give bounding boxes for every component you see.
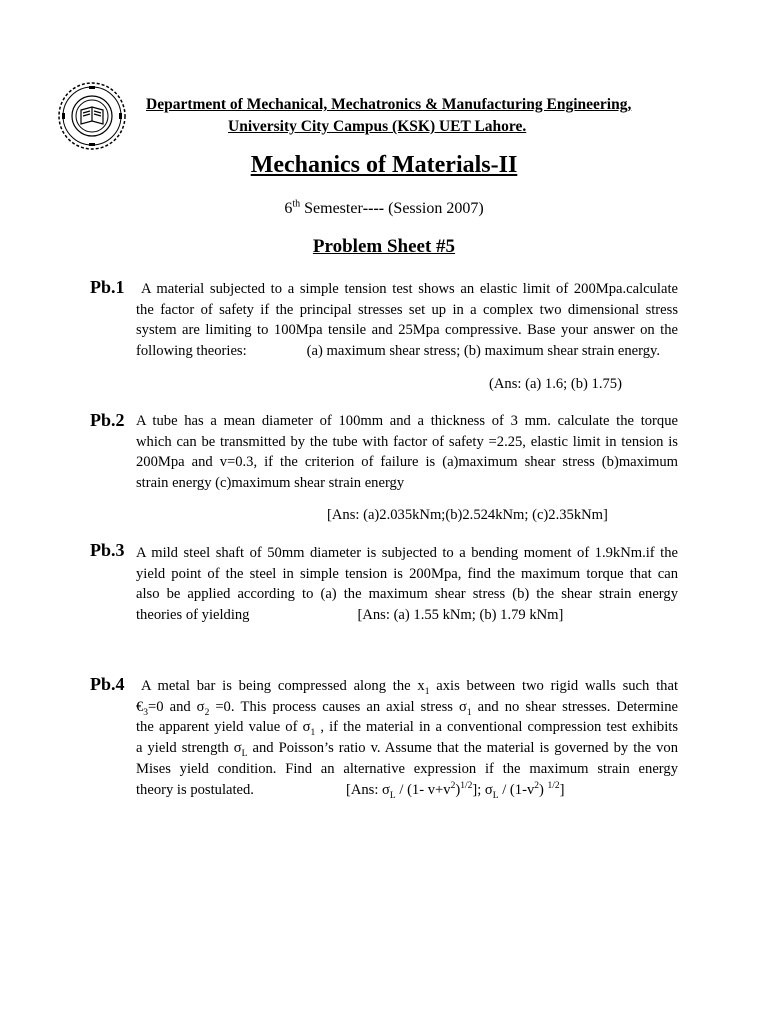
problem-3-label: Pb.3 [90, 540, 125, 560]
problem-2-label: Pb.2 [90, 410, 125, 430]
problem-4-answer: [Ans: $\sigma_L / (1-$ $v+v^2)^{1/2}$]; $\sigma_L / (1-v^2)$ $^{1/2}$] [345, 780, 565, 801]
problem-3-text: A mild steel shaft of 50mm diameter is subjected to a bending moment of 1.9kNm.if the yield point of the steel in simple tension is 200Mpa, find the maximum torque that can also be applied according to (a) the maximum shear stress (b) the shear strain energy theories of yielding [Ans: (a) 1.55 kNm; (b) 1.79 kNm] [136, 545, 678, 624]
problem-2-text: A tube has a mean diameter of 100mm and a thickness of 3 mm. calculate the torque which can be transmitted by the tube with factor of safety =2.25, elastic limit in tension is 200Mpa and v=0.3, if the criterion of failure is (a)maximum shear stress (b)maximum strain energy (c)maximum shear strain energy [136, 413, 678, 492]
problem-1-text: A material subjected to a simple tension test shows an elastic limit of 200Mpa.calculate the factor of safety if the principal stresses set up in a complex two dimensional stress system are limiting to 100Mpa tensile and 25Mpa compressive. Base your answer on the following theories: (a) maximum shear stress; (b) maximum shear strain energy. [136, 281, 678, 360]
department-line-1: Department of Mechanical, Mechatronics & Manufacturing Engineering, [146, 96, 632, 113]
department-line-2: University City Campus (KSK) UET Lahore. [228, 118, 527, 135]
problem-4-label: Pb.4 [90, 674, 125, 694]
university-seal-icon [56, 80, 128, 152]
problem-sheet-title: Problem Sheet #5 [312, 236, 456, 257]
problem-4-text: A metal bar is being compressed along the $x_1$ axis between two rigid walls such that $€_3=0$ and $\sigma_2 =0$. This process causes an axial stress $\sigma_1$ and no shear stresses. Determine the apparent yield value of $\sigma_1$ , if the material in a conventional compression test exhibits a yield strength $\sigma_L$ and Poisson’s ratio v. Assume that the material is governed by the von Mises yield condition. Find an alternative expression if the maximum strain energy theory is postulated. [Ans: $\sigma_L / (1-$ $v+v^2)^{1/2}$]; $\sigma_L / (1-v^2)$ $^{1/2}$] [136, 678, 678, 801]
problem-1-answer: (Ans: (a) 1.6; (b) 1.75) [489, 376, 622, 392]
problem-2-answer: [Ans: (a)2.035kNm;(b)2.524kNm; (c)2.35kNm] [327, 507, 608, 523]
problem-3-answer: [Ans: (a) 1.55 kNm; (b) 1.79 kNm] [357, 607, 564, 624]
course-title: Mechanics of Materials-II [250, 152, 518, 178]
problem-1-label: Pb.1 [90, 277, 125, 297]
semester-line: 6th Semester---- (Session 2007) [284, 198, 484, 217]
